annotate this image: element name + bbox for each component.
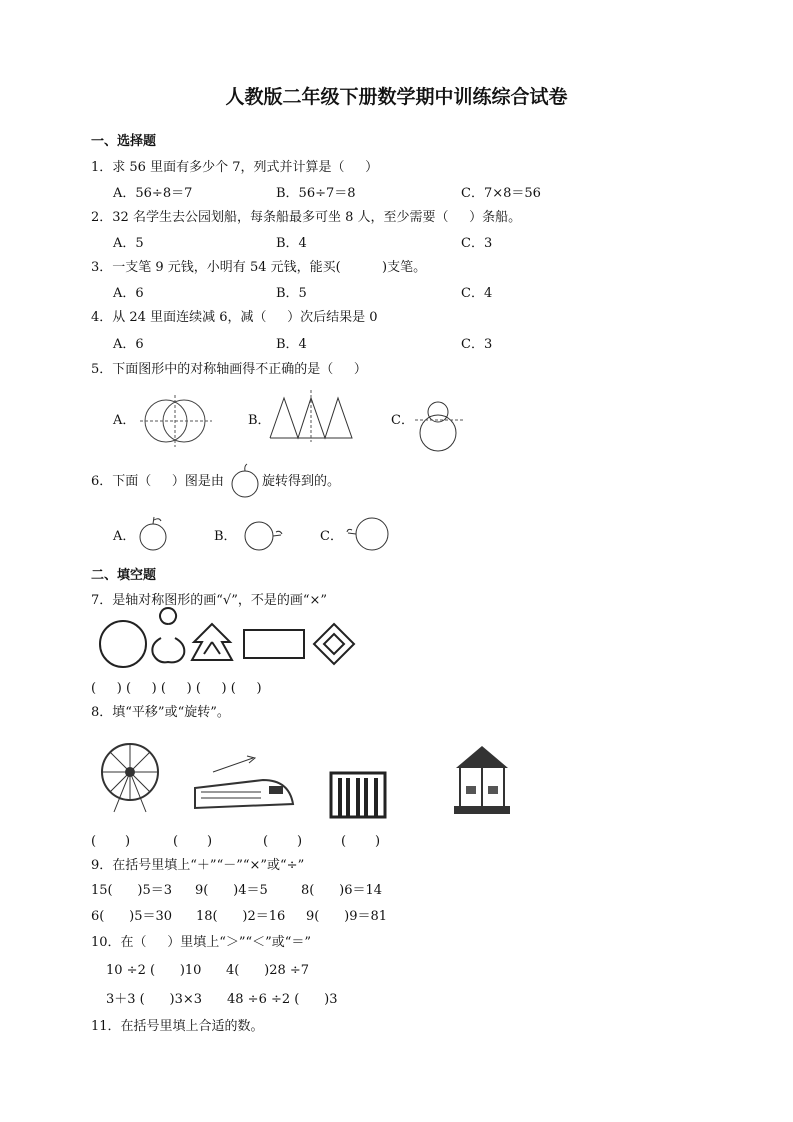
q7-shapes bbox=[98, 620, 358, 668]
q4-option-a: A．6 bbox=[113, 337, 144, 352]
q3-option-b: B．5 bbox=[276, 286, 307, 301]
question-1: 1．求 56 里面有多少个 7，列式并计算是（ ） bbox=[91, 160, 379, 175]
question-6-start: 6．下面（ ）图是由 bbox=[91, 474, 224, 489]
question-3: 3．一支笔 9 元钱，小明有 54 元钱，能买( )支笔。 bbox=[91, 260, 427, 275]
q9-item: 15( )5＝3 bbox=[91, 883, 173, 898]
q5-option-c: C． bbox=[391, 413, 414, 428]
two-circles-figure bbox=[140, 395, 212, 447]
circle-shape bbox=[100, 621, 146, 667]
apple-rotated-left-icon bbox=[346, 516, 390, 552]
q9-item: 18( )2＝16 bbox=[196, 909, 286, 924]
q6-option-a: A． bbox=[113, 529, 136, 544]
q8-answer-2: ( ) bbox=[173, 834, 213, 849]
question-2: 2．32 名学生去公园划船，每条船最多可坐 8 人，至少需要（ ）条船。 bbox=[91, 210, 522, 225]
q2-option-c: C．3 bbox=[461, 236, 493, 251]
apple-icon bbox=[230, 463, 260, 499]
section-fill: 二、填空题 bbox=[91, 568, 157, 583]
q10-item: 3＋3 ( )3×3 bbox=[106, 992, 203, 1007]
q7-answer-blanks: ( ) ( ) ( ) ( ) ( ) bbox=[91, 681, 262, 696]
q3-option-a: A．6 bbox=[113, 286, 144, 301]
triangles-figure bbox=[270, 390, 352, 442]
q10-item: 48 ÷6 ÷2 ( )3 bbox=[227, 992, 338, 1007]
question-8: 8．填“平移”或“旋转”。 bbox=[91, 705, 230, 720]
q8-answer-1: ( ) bbox=[91, 834, 131, 849]
rectangle-shape bbox=[244, 630, 304, 658]
question-10: 10．在（ ）里填上“＞”“＜”或“＝” bbox=[91, 935, 312, 950]
q5-option-b: B． bbox=[248, 413, 271, 428]
apple-upright-icon bbox=[138, 515, 168, 553]
page-title: 人教版二年级下册数学期中训练综合试卷 bbox=[225, 86, 568, 108]
q2-option-a: A．5 bbox=[113, 236, 144, 251]
q1-option-a: A．56÷8＝7 bbox=[113, 186, 193, 201]
q8-answer-4: ( ) bbox=[341, 834, 381, 849]
q6-option-b: B． bbox=[214, 529, 237, 544]
diamond-knot-shape bbox=[314, 624, 354, 664]
question-4: 4．从 24 里面连续减 6，减（ ）次后结果是 0 bbox=[91, 310, 378, 325]
figure-eight-figure bbox=[415, 400, 465, 450]
q9-item: 8( )6＝14 bbox=[301, 883, 383, 898]
train-icon bbox=[193, 752, 298, 818]
question-11: 11．在括号里填上合适的数。 bbox=[91, 1019, 264, 1034]
q9-item: 6( )5＝30 bbox=[91, 909, 173, 924]
q1-option-b: B．56÷7＝8 bbox=[276, 186, 356, 201]
q9-item: 9( )9＝81 bbox=[306, 909, 388, 924]
q3-option-c: C．4 bbox=[461, 286, 493, 301]
carousel-icon bbox=[452, 744, 512, 816]
q9-item: 9( )4＝5 bbox=[195, 883, 268, 898]
question-7: 7．是轴对称图形的画“√”，不是的画“×” bbox=[91, 593, 328, 608]
tree-shape bbox=[192, 624, 232, 660]
q1-option-c: C．7×8＝56 bbox=[461, 186, 541, 201]
section-choice: 一、选择题 bbox=[91, 134, 157, 149]
q4-option-b: B．4 bbox=[276, 337, 307, 352]
q10-item: 10 ÷2 ( )10 bbox=[106, 963, 202, 978]
q6-option-c: C． bbox=[320, 529, 343, 544]
question-9: 9．在括号里填上“＋”“－”“×”或“÷” bbox=[91, 858, 305, 873]
q8-answer-3: ( ) bbox=[263, 834, 303, 849]
sliding-door-icon bbox=[330, 772, 386, 818]
question-5: 5．下面图形中的对称轴画得不正确的是（ ） bbox=[91, 362, 367, 377]
apple-rotated-right-icon bbox=[242, 520, 284, 552]
q5-option-a: A． bbox=[113, 413, 136, 428]
ferris-wheel-icon bbox=[96, 740, 166, 814]
q2-option-b: B．4 bbox=[276, 236, 307, 251]
gourd-shape bbox=[152, 608, 184, 662]
question-6-end: 旋转得到的。 bbox=[262, 474, 341, 489]
q10-item: 4( )28 ÷7 bbox=[226, 963, 310, 978]
q4-option-c: C．3 bbox=[461, 337, 493, 352]
